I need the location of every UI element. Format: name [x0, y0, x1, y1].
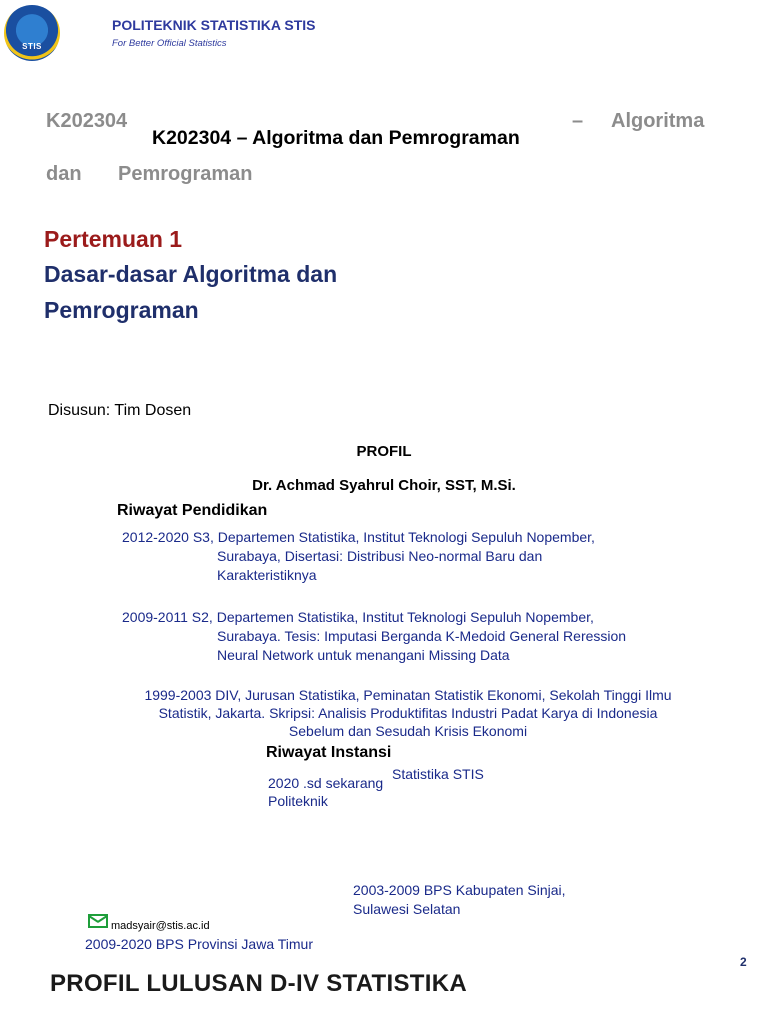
education-entry-line: 2009-2011 S2, Departemen Statistika, Institut Teknologi Sepuluh Nopember, — [122, 609, 594, 625]
education-heading: Riwayat Pendidikan — [117, 502, 268, 519]
topic-line-1: Dasar-dasar Algoritma dan — [44, 261, 338, 287]
education-entry-div — [108, 686, 708, 740]
education-entry-s3 — [122, 528, 595, 585]
education-entry-line: Statistik, Jakarta. Skripsi: Analisis Produktifitas Industri Padat Karya di Indonesia — [158, 705, 658, 721]
education-entry-line: Sebelum dan Sesudah Krisis Ekonomi — [288, 723, 528, 739]
work-heading: Riwayat Instansi — [266, 744, 392, 761]
ghost-dash: – — [572, 110, 584, 132]
education-entry-s2 — [122, 608, 655, 665]
ghost-word-pemrograman: Pemrograman — [118, 163, 253, 185]
mail-icon — [88, 914, 108, 928]
ghost-course-code: K202304 — [46, 110, 128, 132]
profile-heading: PROFIL — [356, 443, 412, 460]
work-current-place: Statistika STIS — [392, 766, 484, 782]
education-entry-line: Karakteristiknya — [217, 567, 317, 583]
education-entry-line: Surabaya, Disertasi: Distribusi Neo-normal Baru dan — [217, 548, 543, 564]
work-sinjai — [353, 881, 566, 919]
ghost-word-algoritma: Algoritma — [611, 110, 705, 132]
work-sinjai-line: 2003-2009 BPS Kabupaten Sinjai, — [353, 882, 566, 898]
education-entry-line: Neural Network untuk menangani Missing Data — [217, 647, 510, 663]
logo-text: STIS — [22, 42, 42, 51]
education-entry-line: 1999-2003 DIV, Jurusan Statistika, Peminatan Statistik Ekonomi, Sekolah Tinggi Ilmu — [144, 687, 672, 703]
education-entry-line: Surabaya. Tesis: Imputasi Berganda K-Medoid General Reression — [217, 628, 627, 644]
education-entry-line: 2012-2020 S3, Departemen Statistika, Institut Teknologi Sepuluh Nopember, — [122, 529, 595, 545]
institution-tagline: For Better Official Statistics — [112, 38, 227, 49]
stis-logo — [4, 5, 60, 61]
ghost-word-dan: dan — [46, 163, 82, 185]
course-title: K202304 – Algoritma dan Pemrograman — [152, 127, 520, 149]
email-address[interactable]: madsyair@stis.ac.id — [111, 920, 210, 932]
work-sinjai-line: Sulawesi Selatan — [353, 901, 461, 917]
work-current-place-continued: Politeknik — [268, 793, 328, 809]
page-number: 2 — [740, 955, 747, 969]
next-section-title: PROFIL LULUSAN D-IV STATISTIKA — [50, 970, 467, 997]
meeting-label: Pertemuan 1 — [44, 226, 183, 252]
institution-name: POLITEKNIK STATISTIKA STIS — [112, 17, 316, 33]
topic-line-2: Pemrograman — [44, 297, 199, 323]
author-credit: Disusun: Tim Dosen — [48, 402, 192, 419]
lecturer-name: Dr. Achmad Syahrul Choir, SST, M.Si. — [252, 477, 516, 494]
work-current-period: 2020 .sd sekarang — [268, 775, 384, 791]
work-jatim: 2009-2020 BPS Provinsi Jawa Timur — [85, 936, 313, 952]
